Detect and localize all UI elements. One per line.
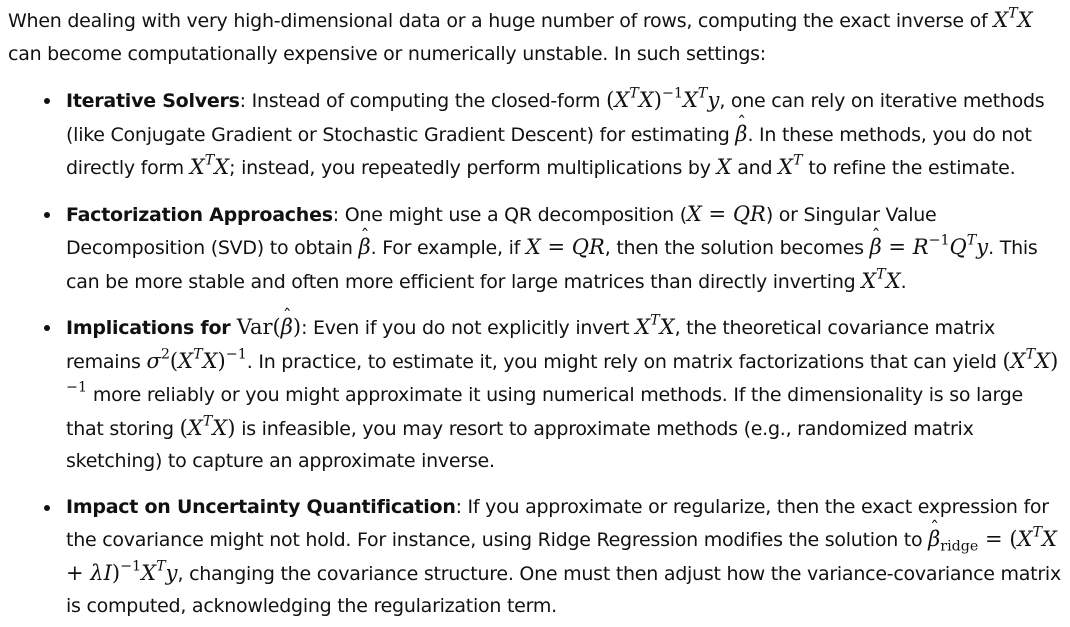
math-closed-form: $(X^TX)^{-1}X^Ty$ — [606, 85, 720, 112]
list-item-uncertainty-quantification: Impact on Uncertainty Quantification: If you approximate or regularize, then the exact expression for the covariance might not hold. For instance, using Ridge Regression modifies the solution to ˆ $\beta_{ridge} = (X^TX + \lambda I)^{-1}X^Ty$, changing the covariance structure. One must then adjust how the variance-covariance matrix is computed, acknowledging the regularization term. — [8, 491, 1062, 623]
math-xtx-paren: $(X^TX)$ — [179, 413, 236, 440]
math-covariance: $\sigma^2(X^TX)^{-1}$ — [146, 346, 247, 373]
list-item-factorization-approaches: Factorization Approaches: One might use a QR decomposition (X = QR) or Singular Value Decomposition (SVD) to obtain ˆ β. For example, if X = QR, then the solution becomes ˆ $\beta = R^{-1}Q^Ty$. This can be more stable and often more efficient for large matrices than directly inverting $X^TX$. — [8, 198, 1062, 299]
math-xtx: $X^TX$ — [189, 152, 230, 179]
intro-paragraph — [8, 4, 1066, 70]
math-var-beta-hat: Var(ˆ β) — [237, 315, 301, 339]
math-qr-solution: ˆ $\beta = R^{-1}Q^Ty$ — [870, 235, 989, 259]
math-xtx: $X^TX$ — [635, 312, 675, 339]
math-x-eq-qr: X = QR — [686, 201, 766, 226]
math-xtx-inverse: $(X^TX)^{-1}$ — [66, 346, 1059, 396]
bullet-dot — [44, 505, 50, 511]
bullet-list — [8, 84, 1066, 623]
intro-text: When dealing with very high-dimensional data or a huge number of rows, computing the exact inverse of — [8, 10, 994, 32]
math-xtx: $X^TX$ — [861, 266, 901, 293]
bullet-dot — [44, 212, 50, 218]
math-x-eq-qr: X = QR — [525, 235, 605, 259]
math-beta-hat: ˆ β — [735, 122, 747, 146]
bullet-dot — [44, 98, 50, 104]
bullet-dot — [44, 325, 50, 331]
intro-text: can become computationally expensive or numerically unstable. In such settings: — [8, 42, 766, 65]
math-xtx: $X^TX$ — [993, 5, 1033, 32]
list-item-implications-var: Implications for Var(ˆ β): Even if you do not explicitly invert $X^TX$, the theoretical covariance matrix remains $\sigma^2(X^TX)^{-1}$. In practice, to estimate it, you might rely on matrix factorizations that can yield $(X^TX)^{-1}$ more reliably or you might approximate it using numerical methods. If the dimensionality is so large that storing $(X^TX)$ is infeasible, you may resort to approximate methods (e.g., randomized matrix sketching) to capture an approximate inverse. — [8, 311, 1062, 478]
item-title: Factorization Approaches — [66, 203, 333, 226]
item-title: Iterative Solvers — [66, 90, 240, 112]
math-xt: $X^T$ — [778, 152, 803, 179]
math-beta-hat: ˆ β — [359, 235, 371, 259]
document-body — [8, 4, 1066, 627]
math-x: X — [716, 155, 732, 179]
list-item-iterative-solvers: Iterative Solvers: Instead of computing the closed-form $(X^TX)^{-1}X^Ty$, one can rely on iterative methods (like Conjugate Gradient or Stochastic Gradient Descent) for estimating ˆ β. In these methods, you do not directly form $X^TX$; instead, you repeatedly perform multiplications by X and $X^T$ to refine the estimate. — [8, 84, 1062, 185]
item-title: Implications for — [66, 317, 237, 339]
item-title: Impact on Uncertainty Quantification — [66, 495, 456, 518]
math-ridge-solution: ˆ $\beta_{ridge} = (X^TX + \lambda I)^{-1}X^Ty$ — [66, 527, 1057, 585]
